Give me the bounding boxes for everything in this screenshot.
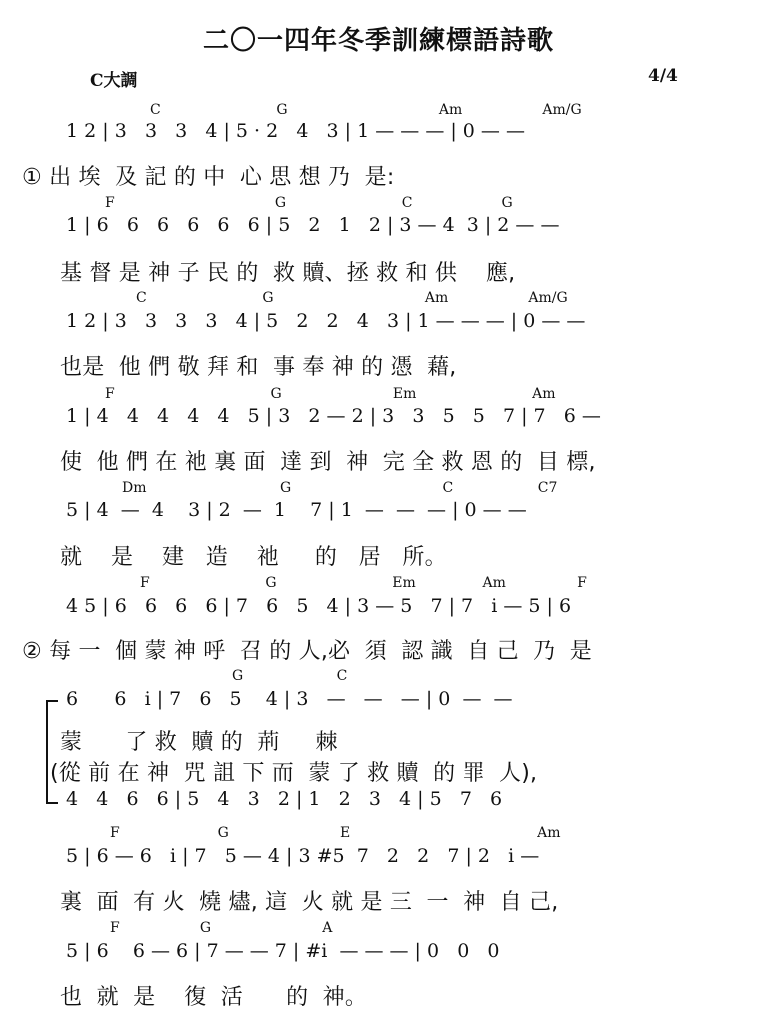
lyrics-row: ② 每 一 個 蒙 神 呼 召 的 人,必 須 認 識 自 己 乃 是 <box>22 639 592 664</box>
notation-row: 5 | 6 6 — 6 | 7 — — 7 | #i — — — | 0 0 0 <box>60 940 500 962</box>
lyrics-row: (從 前 在 神 咒 詛 下 而 蒙 了 救 贖 的 罪 人), <box>50 761 538 786</box>
chord-row: F G E Am <box>110 825 561 841</box>
notation-row: 1 | 4 4 4 4 4 5 | 3 2 — 2 | 3 3 5 5 7 | 7 6 — <box>60 405 601 427</box>
lyrics-row: 裏 面 有 火 燒 燼, 這 火 就 是 三 一 神 自 己, <box>60 890 559 915</box>
alternate-bracket <box>46 700 58 804</box>
chord-row: C G Am Am/G <box>150 102 582 118</box>
chord-row: G C <box>232 668 348 684</box>
lyrics-row: 基 督 是 神 子 民 的 救 贖、拯 救 和 供 應, <box>60 261 516 286</box>
lyrics-row: ① 出 埃 及 記 的 中 心 思 想 乃 是: <box>22 165 395 190</box>
chord-row: F G A <box>110 920 333 936</box>
lyrics-row: 使 他 們 在 祂 裏 面 達 到 神 完 全 救 恩 的 目 標, <box>60 450 596 475</box>
chord-row: F G Em Am <box>105 386 556 402</box>
key-signature: C大調 <box>90 71 138 91</box>
chord-row: C G Am Am/G <box>136 290 568 306</box>
chord-row: F G C G <box>105 195 513 211</box>
lyrics-row: 蒙 了 救 贖 的 荊 棘 <box>60 730 338 755</box>
time-signature: 4/4 <box>648 66 678 86</box>
notation-row: 6 6 i | 7 6 5 4 | 3 — — — | 0 — — <box>60 688 513 710</box>
lyrics-row: 也是 他 們 敬 拜 和 事 奉 神 的 憑 藉, <box>60 355 457 380</box>
page-title: 二〇一四年冬季訓練標語詩歌 <box>202 26 554 56</box>
lyrics-row: 也 就 是 復 活 的 神。 <box>60 985 368 1010</box>
notation-row: 5 | 6 — 6 i | 7 5 — 4 | 3 #5 7 2 2 7 | 2 i — <box>60 845 540 867</box>
notation-row: 1 | 6 6 6 6 6 6 | 5 2 1 2 | 3 — 4 3 | 2 — — <box>60 214 560 236</box>
notation-row: 1 2 | 3 3 3 4 | 5 · 2 4 3 | 1 — — — | 0 — — <box>60 120 525 142</box>
chord-row: F G Em Am F <box>140 575 587 591</box>
notation-row: 4 5 | 6 6 6 6 | 7 6 5 4 | 3 — 5 7 | 7 i — 5 | 6 <box>60 595 572 617</box>
lyrics-row: 就 是 建 造 祂 的 居 所。 <box>60 545 447 570</box>
chord-row: Dm G C C7 <box>122 480 558 496</box>
notation-row: 5 | 4 — 4 3 | 2 — 1 7 | 1 — — — | 0 — — <box>60 499 527 521</box>
notation-row: 1 2 | 3 3 3 3 4 | 5 2 2 4 3 | 1 — — — | 0 — — <box>60 310 586 332</box>
notation-row: 4 4 6 6 | 5 4 3 2 | 1 2 3 4 | 5 7 6 <box>60 788 503 810</box>
